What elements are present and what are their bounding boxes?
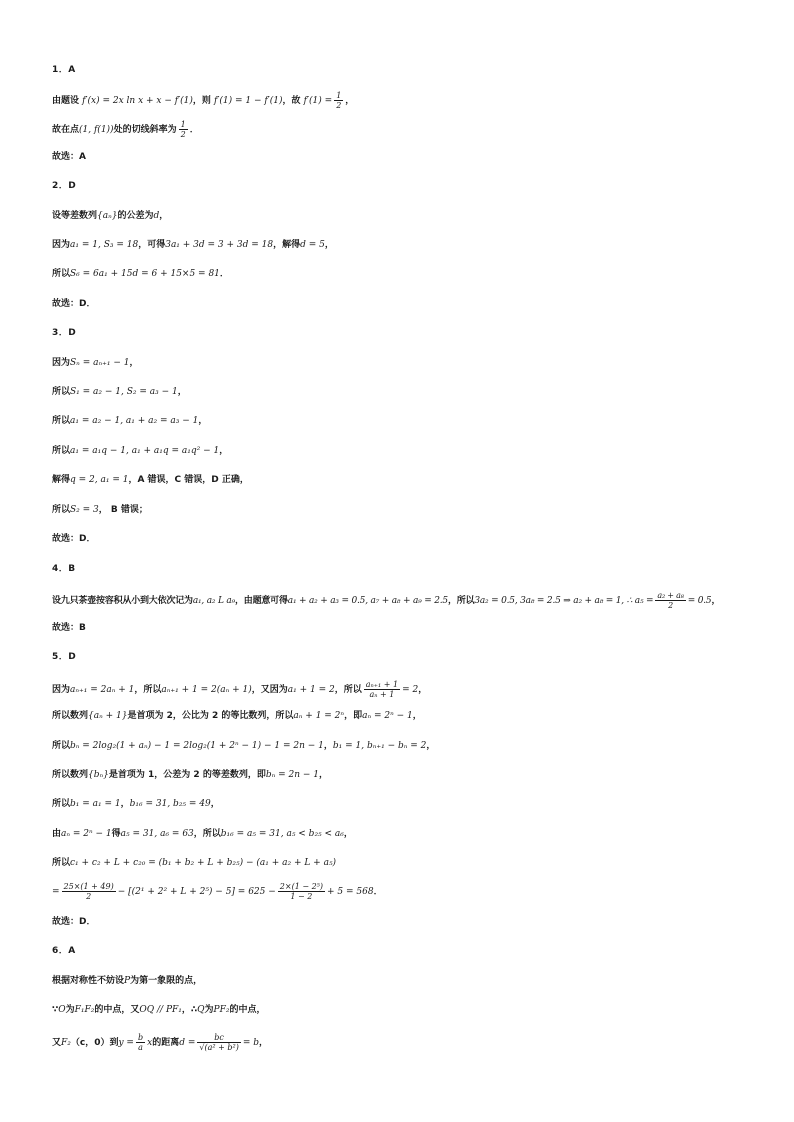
fraction [334,91,343,110]
text: 的中点，又 [94,1005,140,1015]
formula: a₁, a₂ L a₉ [192,596,235,606]
formula: aₙ + 1 = 2ⁿ [293,711,345,721]
formula: = [52,887,60,897]
formula: y = [118,1038,134,1048]
formula: 3a₁ + 3d = 3 + 3d = 18 [165,240,274,250]
text: ，可得 [138,240,166,250]
formula: S₆ = 6a₁ + 15d = 6 + 15×5 = 81 [70,269,220,279]
formula: Q [197,1005,205,1015]
answer-2-heading: 2．D [52,181,77,191]
text: ， [159,211,169,221]
formula: S₂ = 3 [70,505,99,515]
text: 的中点， [229,1005,266,1015]
formula: bₙ = 2n − 1 [265,770,320,780]
formula: d = [179,1038,196,1048]
formula: d = 5 [300,240,325,250]
numerator: bc [197,1033,240,1043]
text: 设等差数列 [52,211,98,221]
formula: = 2 [402,685,419,695]
text: ∵ [52,1005,59,1015]
answer-1-line-2 [52,120,752,139]
formula: + 5 = 568 [327,887,374,897]
numerator: a₂ + a₈ [657,591,684,600]
formula: aₙ = 2ⁿ − 1 [61,829,112,839]
fraction [62,882,116,901]
formula: F₂ [61,1038,71,1048]
formula: aₙ = 2ⁿ − 1 [362,711,413,721]
formula: O [58,1005,66,1015]
answer-3-choice: 故选：D． [52,534,96,544]
text: ， [345,96,355,106]
text: ， [258,1038,268,1048]
text: 根据对称性不妨设 [52,976,125,986]
text: 所以数列 [52,770,89,780]
answer-5-line-4 [52,769,752,781]
answer-3-line-3 [52,415,752,427]
text: ． [219,269,229,279]
text: ，A 错误，C 错误，D 正确， [128,475,249,485]
formula: aₙ₊₁ = 2aₙ + 1 [70,685,135,695]
text: ， [412,711,422,721]
answer-4-line-1 [52,591,752,610]
formula: f′(1) = 1 − f′(1) [214,96,283,106]
fraction [655,591,685,610]
text: 所以 [52,858,71,868]
formula: Sₙ = aₙ₊₁ − 1 [70,358,130,368]
text: 为第一象限的点， [130,976,203,986]
formula: − [(2¹ + 2² + L + 2⁵) − 5] = 625 − [117,887,276,897]
denominator: 1 − 2 [290,892,313,901]
answer-5-line-7 [52,857,752,869]
text: 是首项为 1，公差为 2 的等差数列，即 [108,770,266,780]
numerator: 2×(1 − 2⁵) [279,882,323,891]
answer-2-choice: 故选：D． [52,299,96,309]
answer-5-heading: 5．D [52,652,77,662]
text: ， B 错误； [98,505,148,515]
denominator: aₙ + 1 [369,690,395,699]
numerator: 25×(1 + 49) [63,882,114,891]
text: 解得 [52,475,71,485]
formula: x [147,1038,153,1048]
text: ， [120,799,130,809]
formula: a₁ = 1, S₃ = 18 [70,240,139,250]
text: ，∴ [181,1005,198,1015]
text: 所以 [52,416,71,426]
denominator: 2 [86,892,92,901]
denominator: 2 [336,101,342,110]
fraction [197,1033,240,1052]
formula: b₁₆ = 31, b₂₅ = 49 [129,799,211,809]
text: ， [319,770,329,780]
denominator: 2 [668,601,673,610]
text: 是首项为 2，公比为 2 的等比数列，所以 [127,711,294,721]
text: 所以 [52,387,71,397]
fraction [136,1033,145,1052]
formula: = 0.5 [687,596,712,606]
formula: c₁ + c₂ + L + c₂₀ = (b₁ + b₂ + L + b₂₅) − (a₁ + a₂ + L + a₅) [70,858,337,868]
text: ， [343,829,353,839]
text: ， [418,685,428,695]
denominator: 2 [180,130,186,139]
answer-5-line-5 [52,798,752,810]
answer-3-line-6 [52,504,752,516]
answer-3-line-1 [52,357,752,369]
text: 所以 [52,505,71,515]
answer-1-choice: 故选：A [52,152,86,162]
text: ，所以 [447,596,475,606]
text: ． [373,887,383,897]
text: ， [219,446,229,456]
formula: f′(1) = [303,96,333,106]
text: ，则 [192,96,215,106]
fraction [364,680,400,699]
text: 所以 [52,799,71,809]
formula: aₙ₊₁ + 1 = 2(aₙ + 1) [161,685,252,695]
text: ， [198,416,208,426]
formula: a₅ = 31, a₆ = 63 [120,829,194,839]
answer-6-heading: 6．A [52,946,76,956]
text: ，又因为 [251,685,288,695]
text: 因为 [52,240,71,250]
text: 为 [204,1005,214,1015]
answer-1-line-1 [52,91,752,110]
text: 所以 [52,446,71,456]
text: ， [711,596,721,606]
formula: = b [242,1038,259,1048]
text: 由题设 [52,96,83,106]
answer-5-line-2 [52,710,752,722]
text: ，故 [282,96,304,106]
numerator: aₙ₊₁ + 1 [365,680,399,689]
text: （c，0）到 [70,1038,119,1048]
formula: {aₙ + 1} [88,711,128,721]
text: 由 [52,829,62,839]
formula: OQ // PF₁ [139,1005,182,1015]
text: 所以 [52,741,71,751]
answer-4-heading: 4．B [52,564,76,574]
formula: F₁F₂ [74,1005,95,1015]
denominator: a [138,1043,143,1052]
text: ， [324,240,334,250]
formula: d [153,211,160,221]
text: ， [129,358,139,368]
text: ，由题意可得 [234,596,288,606]
answer-2-line-1 [52,210,752,222]
text: 因为 [52,685,71,695]
text: 为 [65,1005,75,1015]
answer-5-line-6 [52,828,752,840]
text: ， [177,387,187,397]
text: ， [426,741,436,751]
text: 的距离 [152,1038,180,1048]
text: 所以数列 [52,711,89,721]
answer-3-line-2 [52,386,752,398]
formula: a₁ + 1 = 2 [287,685,335,695]
formula: b₁₆ = a₅ = 31, a₅ < b₂₅ < a₆ [220,829,344,839]
text: 所以 [52,269,71,279]
text: ，所以 [334,685,362,695]
formula: bₙ = 2log₂(1 + aₙ) − 1 = 2log₂(1 + 2ⁿ − 1) − 1 = 2n − 1 [70,741,324,751]
formula: f′(x) = 2x ln x + x − f′(1) [82,96,193,106]
formula: q = 2, a₁ = 1 [70,475,129,485]
numerator: 1 [180,120,186,129]
answer-3-line-5 [52,474,752,486]
text: 因为 [52,358,71,368]
text: 处的切线斜率为 [113,125,177,135]
text: ， [210,799,220,809]
formula: (1, f(1)) [79,125,114,135]
answer-3-heading: 3．D [52,328,77,338]
formula: b₁ = 1, bₙ₊₁ − bₙ = 2 [332,741,427,751]
text: ， [323,741,333,751]
answer-5-line-8 [52,882,752,901]
answer-6-line-2 [52,1004,752,1016]
text: ，所以 [134,685,162,695]
formula: P [124,976,131,986]
answer-6-line-3 [52,1033,752,1052]
answer-4-choice: 故选：B [52,623,86,633]
answer-2-line-2 [52,239,752,251]
text: 的公差为 [117,211,154,221]
text: ． [189,125,199,135]
answer-5-line-3 [52,740,752,752]
numerator: 1 [336,91,342,100]
formula: a₁ = a₁q − 1, a₁ + a₁q = a₁q² − 1 [70,446,220,456]
text: 故在点 [52,125,80,135]
formula: {aₙ} [97,211,118,221]
text: ，所以 [193,829,221,839]
text: ，即 [344,711,363,721]
text: 得 [111,829,121,839]
formula: 3a₂ = 0.5, 3a₈ = 2.5 ⇒ a₂ + a₈ = 1, ∴ a₅ = [474,596,654,606]
text: 设九只茶壶按容积从小到大依次记为 [52,596,193,606]
fraction [278,882,325,901]
formula: {bₙ} [88,770,109,780]
formula: a₁ + a₂ + a₃ = 0.5, a₇ + a₈ + a₉ = 2.5 [287,596,448,606]
formula: PF₂ [213,1005,230,1015]
formula: b₁ = a₁ = 1 [70,799,121,809]
answer-5-choice: 故选：D． [52,917,96,927]
answer-6-line-1 [52,975,752,987]
formula: a₁ = a₂ − 1, a₁ + a₂ = a₃ − 1 [70,416,199,426]
denominator: √(a² + b²) [199,1043,239,1052]
text: 又 [52,1038,62,1048]
answer-5-line-1 [52,680,752,699]
answer-1-heading: 1．A [52,65,76,75]
answer-3-line-4 [52,445,752,457]
fraction [179,120,188,139]
answer-2-line-3 [52,268,752,280]
formula: S₁ = a₂ − 1, S₂ = a₃ − 1 [70,387,178,397]
numerator: b [137,1033,144,1042]
text: ，解得 [273,240,301,250]
